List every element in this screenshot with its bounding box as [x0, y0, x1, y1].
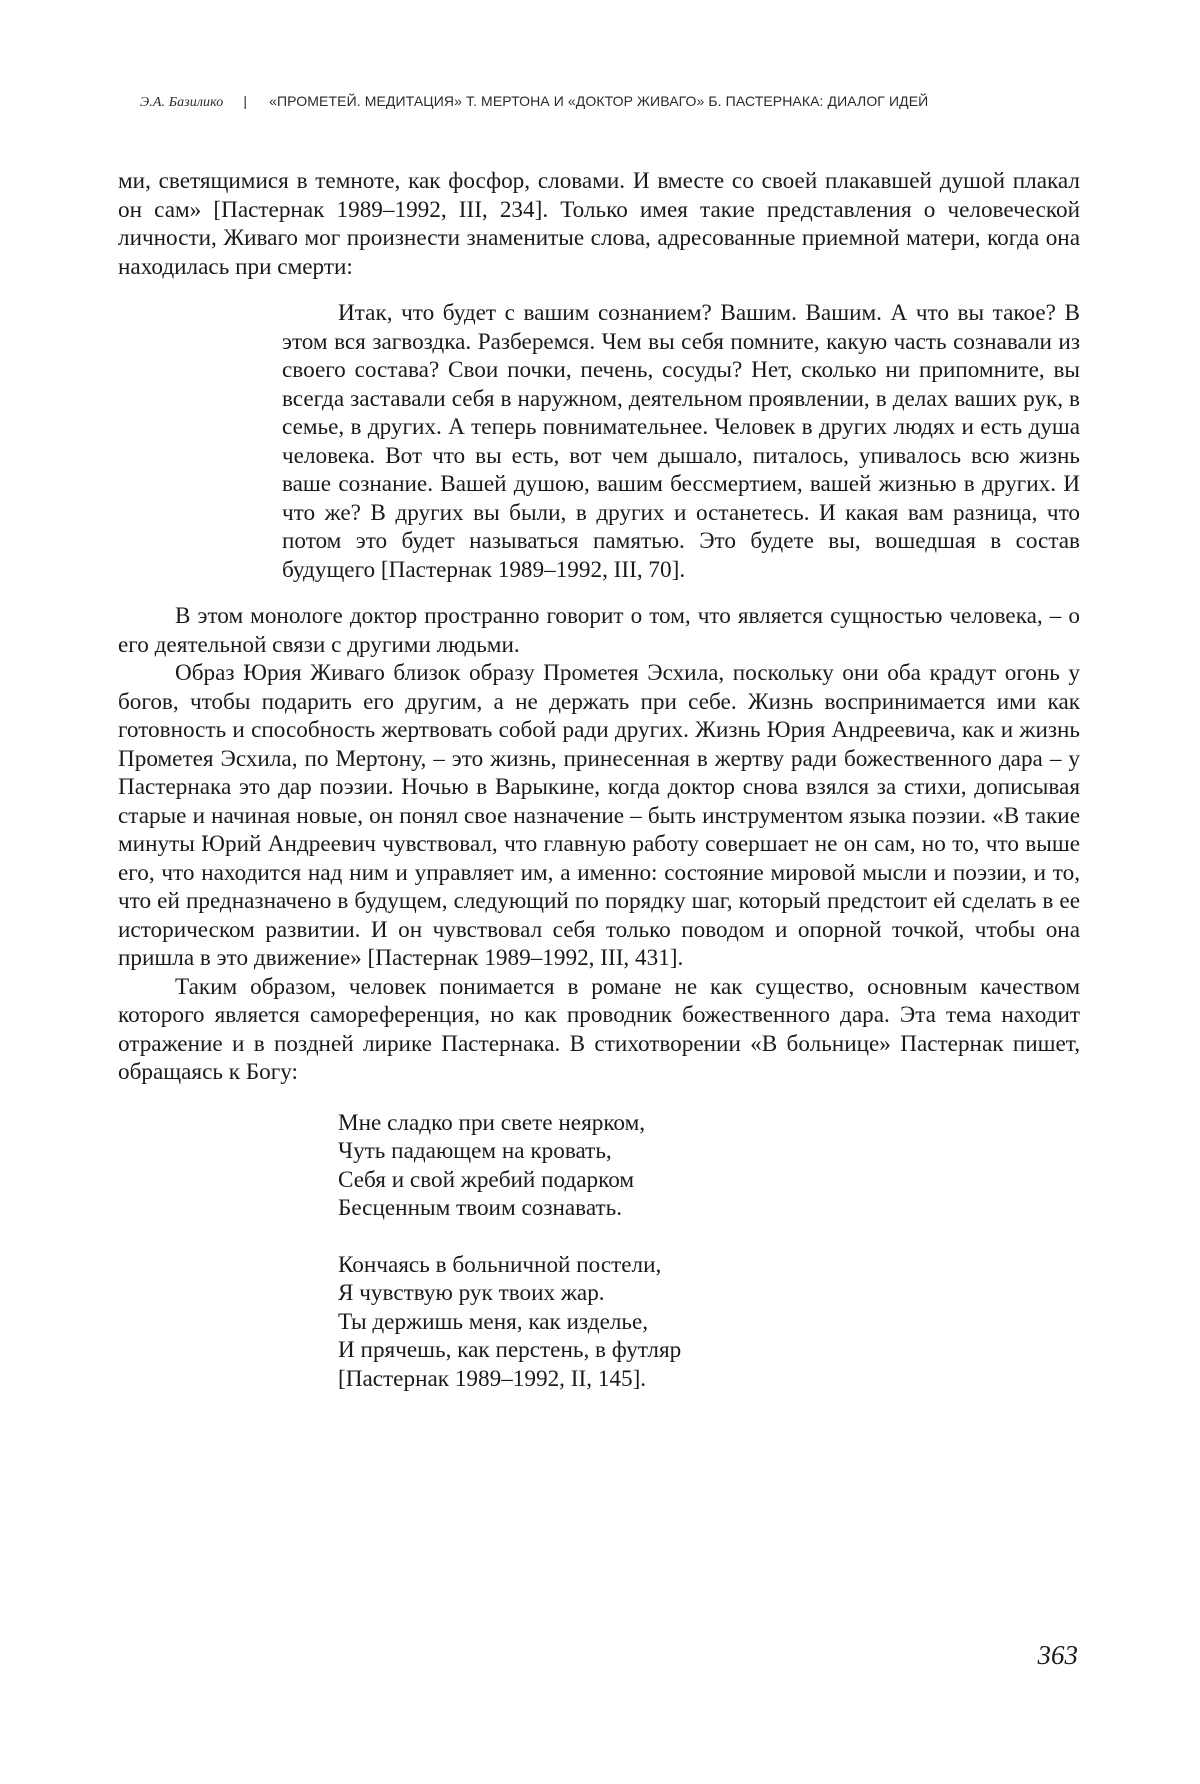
page-number: 363 [1037, 1640, 1078, 1670]
poem-line: Бесценным твоим сознавать. [338, 1195, 623, 1221]
paragraph-monologue: В этом монологе доктор пространно говорит о том, что является сущностью человека, – о его деятельной связи с другими людьми. [118, 603, 1080, 658]
poem-line: Я чувствую рук твоих жар. [338, 1280, 605, 1306]
poem-line: Чуть падающем на кровать, [338, 1138, 612, 1164]
poem-line: И прячешь, как перстень, в футляр [338, 1337, 682, 1363]
poem-line: Ты держишь меня, как изделье, [338, 1308, 649, 1335]
running-head-separator: | [243, 93, 248, 109]
paragraph-continuation: ми, светящимися в темноте, как фосфор, словами. И вместе со своей плакавшей душой плакал он сам» [Пастернак 1989–1992, III, 234]. Только имея такие представления о человеческой личности, Живаго мог произнести знаменитые слова, адресованные приемной матери, когда она находилась при смерти: [118, 168, 1080, 280]
poem-stanza-1 [338, 1109, 1080, 1223]
poem-line: Себя и свой жребий подарком [338, 1166, 635, 1193]
paragraph-prometheus: Образ Юрия Живаго близок образу Прометея Эсхила, поскольку они оба крадут огонь у богов, чтобы подарить его другим, а не держать при себе. Жизнь воспринимается ими как готовность и способность жертвовать собой ради других. Жизнь Юрия Андреевича, как и жизнь Прометея Эсхила, по Мертону, – это жизнь, принесенная в жертву ради божественного дара – у Пастернака это дар поэзии. Ночью в Варыкине, когда доктор снова взялся за стихи, дописывая старые и начиная новые, он понял свое назначение – быть инструментом языка поэзии. «В такие минуты Юрий Андреевич чувствовал, что главную работу совершает не он сам, но то, что выше его, что находится над ним и управляет им, а именно: состояние мировой мысли и поэзии, и то, что ей предназначено в будущем, следующий по порядку шаг, который предстоит ей сделать в ее историческом развитии. И он чувствовал себя только поводом и опорной точкой, чтобы она пришла в это движение» [Пастернак 1989–1992, III, 431]. [118, 660, 1080, 971]
poem-citation: [Пастернак 1989–1992, II, 145]. [338, 1365, 647, 1392]
poem-line: Кончаясь в больничной постели, [338, 1251, 662, 1278]
poem-stanza-2 [338, 1251, 1080, 1394]
running-head-title: «ПРОМЕТЕЙ. МЕДИТАЦИЯ» Т. МЕРТОНА И «ДОКТОР ЖИВАГО» Б. ПАСТЕРНАКА: ДИАЛОГ ИДЕЙ [269, 93, 929, 109]
paragraph-conclusion: Таким образом, человек понимается в романе не как существо, основным качеством которого является самореференция, но как проводник божественного дара. Эта тема находит отражение и в поздней лирике Пастернака. В стихотворении «В больнице» Пастернак пишет, обращаясь к Богу: [118, 973, 1080, 1085]
poem-line: Мне сладко при свете неярком, [338, 1109, 646, 1136]
article-body [118, 167, 1080, 1421]
running-head-author: Э.А. Базилико [140, 95, 224, 110]
running-head [140, 93, 1080, 111]
block-quote-text: Итак, что будет с вашим сознанием? Вашим. Вашим. А что вы такое? В этом вся загвоздка. Разберемся. Чем вы себя помните, какую часть сознавали из своего состава? Свои почки, печень, сосуды? Нет, сколько ни припомните, вы всегда заставали себя в наружном, деятельном проявлении, в делах ваших рук, в семье, в других. А теперь повнимательнее. Человек в других людях и есть душа человека. Вот что вы есть, вот чем дышало, питалось, упивалось всю жизнь ваше сознание. Вашей душою, вашим бессмертием, вашей жизнью в других. И что же? В других вы были, в других и останетесь. И какая вам разница, что потом это будет называться памятью. Это будете вы, вошедшая в состав будущего [Пастернак 1989–1992, III, 70]. [282, 300, 1080, 583]
poem-quote [338, 1109, 1080, 1394]
block-quote [282, 299, 1080, 584]
